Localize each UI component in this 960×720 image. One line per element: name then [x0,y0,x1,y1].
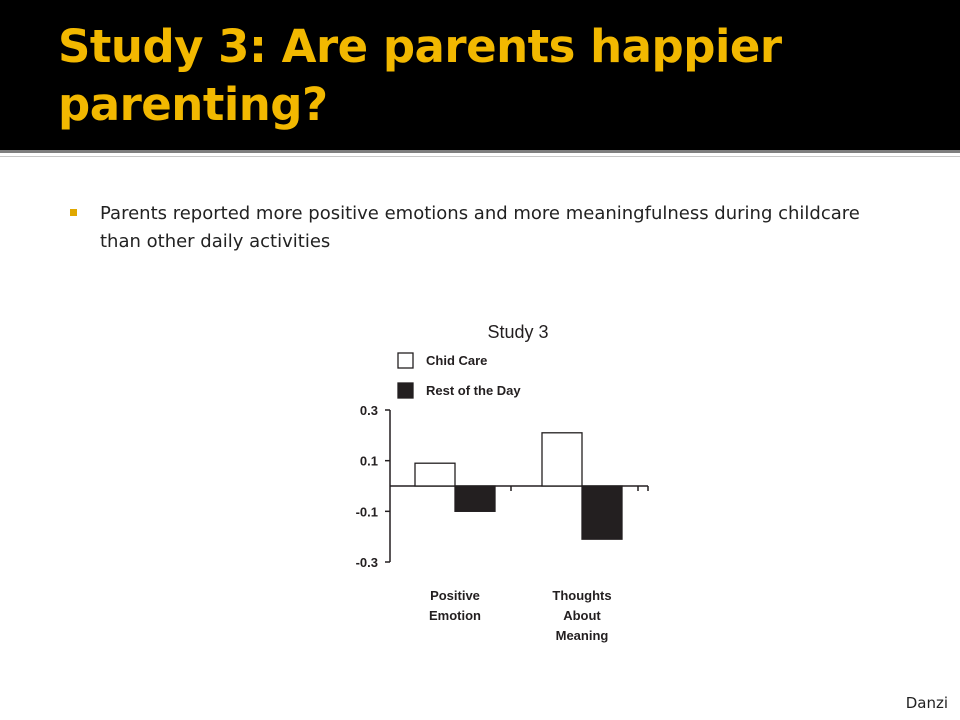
title-bar [0,0,960,150]
chart-title: Study 3 [487,322,549,342]
bar-chart [340,310,670,650]
bar-child-care-meaning [542,433,582,486]
slide-title: Study 3: Are parents happier parenting? [58,20,782,131]
y-tick-label: 0.1 [359,453,378,469]
x-category-label: Positive [430,588,480,603]
x-category-label: Emotion [429,608,481,623]
bullet-text: Parents reported more positive emotions and more meaningfulness during childcare than other daily activities [100,203,860,252]
legend-swatch-rest-of-day [398,383,413,398]
legend-label-child-care: Chid Care [426,353,488,368]
legend-label-rest-of-day: Rest of the Day [426,383,521,398]
y-tick-label: -0.1 [355,504,378,520]
title-divider-thin [0,156,960,157]
bar-child-care-positive-emotion [415,463,455,486]
y-tick-label: -0.3 [355,555,378,570]
bar-rest-of-day-meaning [582,486,622,539]
square-bullet-icon [70,209,77,216]
bar-rest-of-day-positive-emotion [455,486,495,511]
legend-swatch-child-care [398,353,413,368]
x-category-label: About [563,608,601,623]
credit-text: Danzi [905,694,948,712]
x-category-label: Thoughts [552,588,612,603]
title-divider [0,150,960,153]
x-category-label: Meaning [555,628,609,643]
y-tick-label: 0.3 [359,403,378,418]
chart-svg [340,310,670,650]
